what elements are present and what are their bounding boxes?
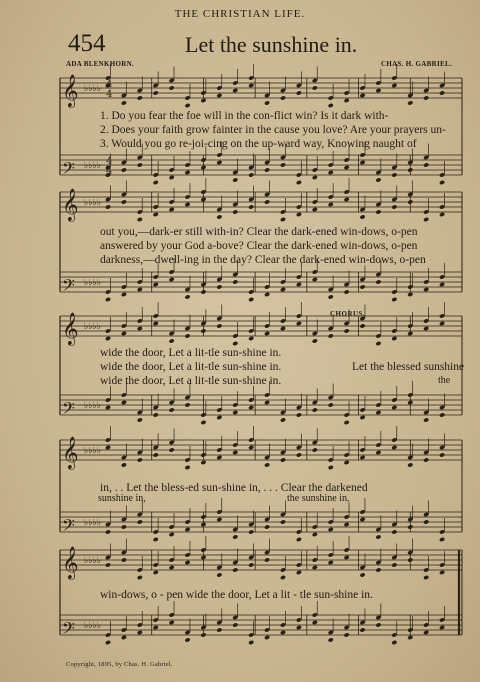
note-head: [105, 204, 111, 209]
bass-clef: 𝄢: [62, 618, 75, 642]
note-head: [439, 90, 445, 95]
note-head: [121, 331, 127, 336]
bass-clef: 𝄢: [62, 275, 75, 299]
note-head: [232, 209, 238, 214]
note-head: [200, 197, 206, 202]
note-head: [407, 199, 413, 204]
note-head: [423, 162, 429, 167]
note-head: [169, 447, 175, 452]
note-head: [423, 95, 429, 100]
note-head: [280, 630, 286, 635]
note-head: [200, 632, 206, 637]
note-head: [105, 529, 111, 534]
treble-clef: 𝄞: [62, 546, 79, 579]
note-head: [391, 83, 397, 88]
chorus-label: CHORUS.: [330, 310, 366, 318]
note-head: [264, 331, 270, 336]
note-head: [264, 292, 270, 297]
note-head: [328, 527, 334, 532]
note-head: [121, 462, 127, 467]
note-head: [359, 214, 365, 219]
verse-1-line-1: 1. Do you fear the foe will in the con-flict win? Is it dark with-: [100, 110, 389, 122]
note-head: [121, 557, 127, 562]
time-signature: 4: [106, 79, 113, 90]
note-head: [280, 95, 286, 100]
note-head: [280, 575, 286, 580]
note-head: [407, 400, 413, 405]
note-head: [312, 447, 318, 452]
note-head: [184, 465, 190, 470]
note-head: [280, 519, 286, 524]
note-head: [169, 338, 175, 343]
bass-clef: 𝄢: [62, 398, 75, 422]
section-header: THE CHRISTIAN LIFE.: [174, 8, 306, 20]
note-head: [216, 93, 222, 98]
note-head: [296, 452, 302, 457]
note-head: [423, 575, 429, 580]
note-head: [312, 532, 318, 537]
note-head: [439, 570, 445, 575]
note-head: [328, 103, 334, 108]
note-head: [328, 465, 334, 470]
note-head: [407, 167, 413, 172]
note-head: [184, 333, 190, 338]
note-head: [375, 450, 381, 455]
note-head: [328, 202, 334, 207]
note-head: [105, 562, 111, 567]
chorus-bass-line-2a: sunshine in,: [98, 493, 146, 504]
note-head: [312, 175, 318, 180]
note-head: [105, 405, 111, 410]
key-signature: ♭♭♭♭: [84, 621, 101, 631]
lyricist-credit: ADA BLENKHORN.: [66, 60, 134, 68]
note-head: [169, 565, 175, 570]
note-head: [423, 287, 429, 292]
note-head: [153, 180, 159, 185]
note-head: [121, 167, 127, 172]
note-head: [344, 460, 350, 465]
hymn-title: Let the sunshine in.: [185, 32, 358, 57]
note-head: [184, 170, 190, 175]
key-signature: ♭♭♭♭: [84, 161, 101, 171]
note-head: [105, 445, 111, 450]
note-head: [200, 522, 206, 527]
note-head: [105, 297, 111, 302]
note-head: [232, 534, 238, 539]
note-head: [200, 420, 206, 425]
note-head: [184, 560, 190, 565]
note-head: [248, 172, 254, 177]
note-head: [296, 412, 302, 417]
note-head: [359, 517, 365, 522]
note-head: [169, 620, 175, 625]
note-head: [216, 214, 222, 219]
copyright-notice: Copyright, 1895, by Chas. H. Gabriel.: [66, 661, 173, 668]
note-head: [121, 292, 127, 297]
note-head: [439, 282, 445, 287]
note-head: [216, 455, 222, 460]
note-head: [121, 100, 127, 105]
note-head: [184, 103, 190, 108]
note-head: [296, 180, 302, 185]
note-head: [248, 336, 254, 341]
note-head: [375, 177, 381, 182]
note-head: [216, 284, 222, 289]
note-head: [391, 297, 397, 302]
note-head: [439, 452, 445, 457]
note-head: [153, 625, 159, 630]
note-head: [232, 341, 238, 346]
note-head: [423, 217, 429, 222]
note-head: [264, 400, 270, 405]
verse-3-line-2: darkness,—dwell-ing in the day? Clear the dark-ened win-dows, o-pen: [100, 254, 426, 266]
note-head: [216, 517, 222, 522]
note-head: [137, 162, 143, 167]
note-head: [200, 555, 206, 560]
note-head: [280, 162, 286, 167]
note-head: [264, 557, 270, 562]
note-head: [264, 635, 270, 640]
note-head: [375, 209, 381, 214]
note-head: [312, 277, 318, 282]
verse-2-line-2: answered by your God a-bove? Clear the dark-ened win-dows, o-pen: [100, 240, 418, 252]
note-head: [296, 212, 302, 217]
verse-1-line-2: out you,—dark-er still with-in? Clear the dark-ened win-dows, o-pen: [100, 226, 418, 238]
note-head: [328, 560, 334, 565]
note-head: [439, 180, 445, 185]
chorus-bass-line-2b: the sunshine in,: [287, 493, 350, 504]
verse-2-line-3: wide the door, Let a lit-tle sun-shine in.: [100, 361, 282, 373]
note-head: [248, 297, 254, 302]
note-head: [407, 557, 413, 562]
note-head: [232, 450, 238, 455]
note-head: [375, 410, 381, 415]
note-head: [216, 323, 222, 328]
note-head: [264, 462, 270, 467]
note-head: [407, 100, 413, 105]
note-head: [296, 570, 302, 575]
bass-clef: 𝄢: [62, 515, 75, 539]
bass-clef: 𝄢: [62, 158, 75, 182]
note-head: [264, 100, 270, 105]
note-head: [375, 622, 381, 627]
note-head: [153, 212, 159, 217]
note-head: [391, 562, 397, 567]
note-head: [153, 321, 159, 326]
note-head: [184, 637, 190, 642]
note-head: [216, 572, 222, 577]
note-head: [216, 160, 222, 165]
note-head: [137, 575, 143, 580]
note-head: [137, 457, 143, 462]
note-head: [121, 524, 127, 529]
note-head: [407, 462, 413, 467]
note-head: [312, 565, 318, 570]
note-head: [344, 98, 350, 103]
verse-3-line-1: 3. Would you go re-joi-cing on the up-ward way, Knowing naught of: [100, 138, 417, 150]
note-head: [232, 88, 238, 93]
chorus-line-3: win-dows, o - pen wide the door, Let a lit - tle sun-shine in.: [100, 589, 373, 601]
note-head: [375, 341, 381, 346]
note-head: [137, 95, 143, 100]
note-head: [248, 204, 254, 209]
note-head: [344, 555, 350, 560]
note-head: [407, 331, 413, 336]
note-head: [184, 294, 190, 299]
note-head: [344, 165, 350, 170]
note-head: [296, 321, 302, 326]
note-head: [200, 328, 206, 333]
note-head: [280, 217, 286, 222]
key-signature: ♭♭♭♭: [84, 446, 101, 456]
note-head: [344, 328, 350, 333]
note-head: [328, 402, 334, 407]
note-head: [312, 338, 318, 343]
key-signature: ♭♭♭♭: [84, 278, 101, 288]
treble-clef: 𝄞: [62, 74, 79, 107]
note-head: [169, 277, 175, 282]
note-head: [153, 282, 159, 287]
note-head: [280, 287, 286, 292]
note-head: [121, 199, 127, 204]
note-head: [137, 326, 143, 331]
key-signature: ♭♭♭♭: [84, 401, 101, 411]
treble-clef: 𝄞: [62, 436, 79, 469]
note-head: [439, 212, 445, 217]
note-head: [391, 204, 397, 209]
note-head: [328, 170, 334, 175]
chorus-soprano-line-2: in, . . Let the bless-ed sun-shine in, . . . Clear the darkened: [100, 482, 368, 494]
note-head: [264, 524, 270, 529]
key-signature: ♭♭♭♭: [84, 556, 101, 566]
note-head: [153, 412, 159, 417]
note-head: [407, 292, 413, 297]
note-head: [248, 83, 254, 88]
note-head: [137, 417, 143, 422]
key-signature: ♭♭♭♭: [84, 84, 101, 94]
note-head: [359, 323, 365, 328]
note-head: [232, 279, 238, 284]
note-head: [375, 88, 381, 93]
time-signature: 4: [106, 156, 113, 167]
note-head: [359, 627, 365, 632]
note-head: [359, 455, 365, 460]
note-head: [423, 630, 429, 635]
note-head: [137, 519, 143, 524]
note-head: [328, 294, 334, 299]
note-head: [137, 217, 143, 222]
treble-clef: 𝄞: [62, 188, 79, 221]
composer-credit: CHAS. H. GABRIEL.: [380, 60, 452, 68]
note-head: [296, 282, 302, 287]
treble-clef: 𝄞: [62, 312, 79, 345]
time-signature: 4: [106, 89, 113, 100]
note-head: [344, 289, 350, 294]
note-head: [280, 326, 286, 331]
chorus-bass-line-1: the: [438, 375, 451, 386]
note-head: [375, 279, 381, 284]
note-head: [423, 457, 429, 462]
note-head: [296, 625, 302, 630]
note-head: [359, 93, 365, 98]
note-head: [169, 175, 175, 180]
note-head: [137, 287, 143, 292]
note-head: [137, 630, 143, 635]
note-head: [439, 412, 445, 417]
note-head: [391, 336, 397, 341]
note-head: [216, 415, 222, 420]
verse-3-line-3: wide the door, Let a lit-tle sun-shine in.: [100, 375, 282, 387]
note-head: [200, 460, 206, 465]
note-head: [200, 98, 206, 103]
note-head: [359, 572, 365, 577]
note-head: [312, 407, 318, 412]
note-head: [423, 417, 429, 422]
note-head: [312, 85, 318, 90]
note-head: [153, 537, 159, 542]
note-head: [344, 420, 350, 425]
note-head: [391, 445, 397, 450]
key-signature: ♭♭♭♭: [84, 198, 101, 208]
note-head: [439, 321, 445, 326]
note-head: [359, 160, 365, 165]
note-head: [232, 410, 238, 415]
note-head: [344, 522, 350, 527]
note-head: [264, 199, 270, 204]
note-head: [375, 567, 381, 572]
note-head: [169, 407, 175, 412]
chorus-soprano-line-1: Let the blessed sunshine: [352, 361, 465, 373]
note-head: [296, 537, 302, 542]
note-head: [391, 172, 397, 177]
note-head: [344, 632, 350, 637]
note-head: [439, 537, 445, 542]
note-head: [296, 90, 302, 95]
note-head: [200, 165, 206, 170]
note-head: [184, 402, 190, 407]
note-head: [169, 85, 175, 90]
note-head: [184, 202, 190, 207]
note-head: [328, 333, 334, 338]
note-head: [153, 90, 159, 95]
note-head: [153, 570, 159, 575]
note-head: [407, 524, 413, 529]
note-head: [232, 622, 238, 627]
note-head: [184, 527, 190, 532]
note-head: [248, 445, 254, 450]
note-head: [344, 197, 350, 202]
note-head: [312, 207, 318, 212]
note-head: [439, 625, 445, 630]
note-head: [264, 167, 270, 172]
time-signature: 4: [106, 166, 113, 177]
note-head: [105, 640, 111, 645]
note-head: [153, 452, 159, 457]
hymn-number: 454: [68, 30, 106, 57]
note-head: [328, 637, 334, 642]
note-head: [423, 326, 429, 331]
note-head: [121, 635, 127, 640]
note-head: [359, 415, 365, 420]
note-head: [280, 457, 286, 462]
note-head: [121, 400, 127, 405]
note-head: [312, 620, 318, 625]
note-head: [423, 519, 429, 524]
verse-2-line-1: 2. Does your faith grow fainter in the cause you love? Are your prayers un-: [100, 124, 446, 136]
note-head: [248, 640, 254, 645]
key-signature: ♭♭♭♭: [84, 322, 101, 332]
note-head: [359, 284, 365, 289]
key-signature: ♭♭♭♭: [84, 518, 101, 528]
note-head: [169, 532, 175, 537]
note-head: [216, 627, 222, 632]
note-head: [407, 635, 413, 640]
note-head: [169, 207, 175, 212]
note-head: [280, 417, 286, 422]
note-head: [248, 405, 254, 410]
note-head: [232, 567, 238, 572]
note-head: [248, 529, 254, 534]
note-head: [200, 289, 206, 294]
verse-1-line-3: wide the door, Let a lit-tle sun-shine in.: [100, 347, 282, 359]
note-head: [391, 640, 397, 645]
note-head: [375, 534, 381, 539]
note-head: [232, 177, 238, 182]
note-head: [391, 529, 397, 534]
note-head: [391, 405, 397, 410]
note-head: [248, 562, 254, 567]
note-head: [105, 336, 111, 341]
